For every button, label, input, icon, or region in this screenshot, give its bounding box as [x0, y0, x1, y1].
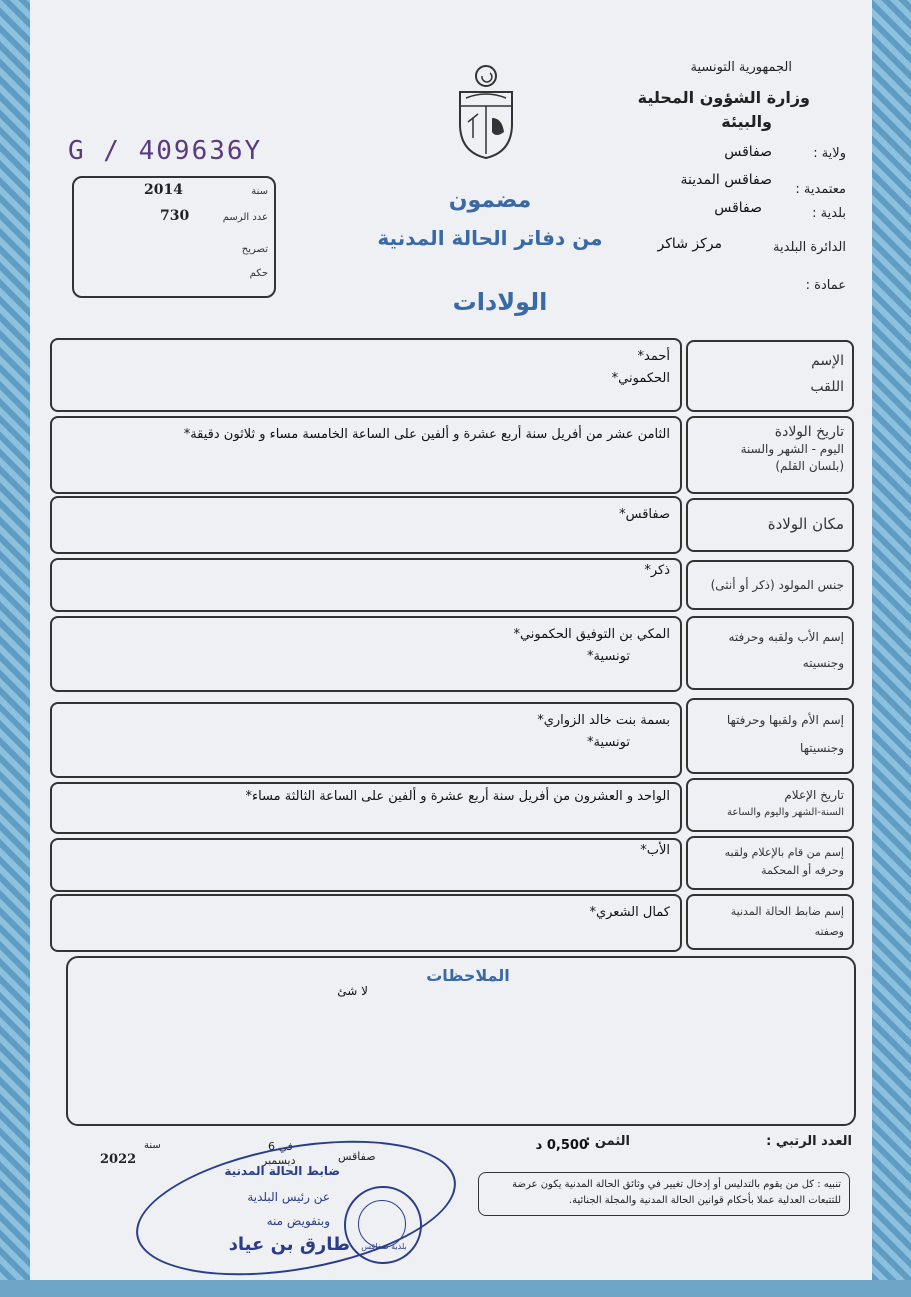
value-cell-name	[50, 338, 682, 412]
value-father-nationality: تونسية*	[587, 649, 630, 664]
value-officer: كمال الشعري*	[589, 905, 670, 920]
label-cell-birth-date	[686, 416, 854, 494]
label-sex: جنس المولود (ذكر أو أنثى)	[710, 578, 844, 592]
declaration-label: تصريح	[241, 244, 268, 255]
signature-name: طارق بن عياد	[228, 1234, 350, 1255]
issue-place: صفاقس	[338, 1150, 376, 1163]
price-label: الثمن :	[585, 1134, 630, 1149]
label-declaration-date-sub: السنة-الشهر واليوم والساعة	[727, 807, 844, 818]
label-cell-sex	[686, 560, 854, 610]
title-line2: من دفاتر الحالة المدنية	[377, 226, 603, 250]
value-cell-sex	[50, 558, 682, 612]
price-value: 0,500 د	[535, 1138, 588, 1153]
municipal-stamp	[344, 1186, 422, 1264]
ministry-line2: والبيئة	[721, 112, 772, 131]
signature-line3: وبتفويض منه	[266, 1214, 330, 1228]
label-birth-place: مكان الولادة	[767, 515, 844, 533]
label-cell-officer	[686, 894, 854, 950]
signature-line2: عن رئيس البلدية	[247, 1190, 330, 1204]
serial-number-label: العدد الرتبي :	[766, 1134, 852, 1149]
value-birth-place: صفاقس*	[619, 507, 670, 522]
mutamadiya-label: معتمدية :	[795, 182, 846, 197]
mutamadiya-value: صفاقس المدينة	[680, 172, 772, 188]
value-father: المكي بن التوفيق الحكموني*	[513, 627, 670, 642]
issue-year-label: سنة	[144, 1140, 161, 1151]
baladiya-value: صفاقس	[714, 200, 762, 216]
republic-label: الجمهورية التونسية	[690, 60, 792, 75]
issue-year-value: 2022	[100, 1152, 137, 1167]
ministry-line1: وزارة الشؤون المحلية	[637, 88, 810, 107]
label-declarant-sub: وحرفه أو المحكمة	[761, 864, 844, 877]
notes-box	[66, 956, 856, 1126]
baladiya-label: بلدية :	[812, 206, 846, 221]
signature-title: ضابط الحالة المدنية	[224, 1164, 340, 1178]
legal-warning-box: تنبيه : كل من يقوم بالتدليس أو إدخال تغيير في وثائق الحالة المدنية يكون عرضة للتتبعات العدلية عملا بأحكام قوانين الحالة المدنية والمجلة الجنائية.	[478, 1172, 850, 1216]
label-surname: اللقب	[810, 379, 844, 395]
label-mother: إسم الأم ولقبها وحرفتها	[726, 713, 844, 727]
value-birth-date: الثامن عشر من أفريل سنة أربع عشرة و ألفين على الساعة الخامسة مساء و ثلاثون دقيقة*	[183, 427, 670, 442]
wilaya-value: صفاقس	[724, 144, 772, 160]
value-cell-birth-date	[50, 416, 682, 494]
certificate-paper	[30, 0, 872, 1280]
value-surname: الحكموني*	[611, 371, 670, 386]
register-year-value: 2014	[144, 182, 183, 198]
daira-label: الدائرة البلدية	[773, 240, 846, 255]
value-mother-nationality: تونسية*	[587, 735, 630, 750]
register-box	[72, 176, 276, 298]
label-cell-mother	[686, 698, 854, 774]
label-officer-sub: وصفته	[814, 925, 844, 938]
label-birth-date-words: (بلسان القلم)	[775, 459, 844, 473]
label-birth-date-sub: اليوم - الشهر والسنة	[740, 442, 844, 456]
label-cell-declarant	[686, 836, 854, 890]
daira-value: مركز شاكر	[657, 236, 722, 252]
value-cell-officer	[50, 894, 682, 952]
value-declaration-date: الواحد و العشرون من أفريل سنة أربع عشرة و ألفين على الساعة الثالثة مساء*	[245, 789, 670, 804]
value-declarant: الأب*	[640, 843, 670, 858]
register-number-value: 730	[160, 208, 190, 224]
notes-value: لا شئ	[337, 984, 368, 998]
serial-number: G / 409636Y	[68, 136, 263, 166]
coat-of-arms-emblem	[454, 62, 518, 160]
register-number-label: عدد الرسم	[222, 212, 268, 223]
label-declarant: إسم من قام بالإعلام ولقبه	[724, 846, 844, 859]
issue-month: ديسمبر	[262, 1154, 296, 1167]
value-sex: ذكر*	[644, 563, 670, 578]
value-cell-birth-place	[50, 496, 682, 554]
label-cell-birth-place	[686, 498, 854, 552]
label-declaration-date: تاريخ الإعلام	[784, 788, 844, 802]
issue-day: في 6	[268, 1140, 293, 1153]
label-officer: إسم ضابط الحالة المدنية	[730, 905, 844, 918]
label-cell-father	[686, 616, 854, 690]
value-mother: بسمة بنت خالد الزواري*	[537, 713, 670, 728]
value-name: أحمد*	[637, 349, 670, 364]
value-cell-father	[50, 616, 682, 692]
wilaya-label: ولاية :	[813, 146, 846, 161]
label-father: إسم الأب ولقبه وحرفته	[728, 630, 844, 644]
label-mother-nationality: وجنسيتها	[800, 741, 844, 755]
notes-title: الملاحظات	[426, 966, 510, 985]
label-cell-name	[686, 340, 854, 412]
label-cell-declaration-date	[686, 778, 854, 832]
label-birth-date: تاريخ الولادة	[774, 424, 844, 440]
imada-label: عمادة :	[805, 278, 846, 293]
title-line1: مضمون	[448, 188, 532, 213]
register-year-label: سنة	[251, 186, 268, 197]
label-father-nationality: وجنسيته	[802, 656, 844, 670]
stamp-emblem-icon	[358, 1200, 406, 1248]
label-name: الإسم	[811, 353, 844, 369]
value-cell-mother	[50, 702, 682, 778]
value-cell-declarant	[50, 838, 682, 892]
value-cell-declaration-date	[50, 782, 682, 834]
section-title-births: الولادات	[452, 288, 548, 316]
stamp-text: بلدية صفاقس	[361, 1242, 407, 1251]
judgment-label: حكم	[249, 268, 268, 279]
